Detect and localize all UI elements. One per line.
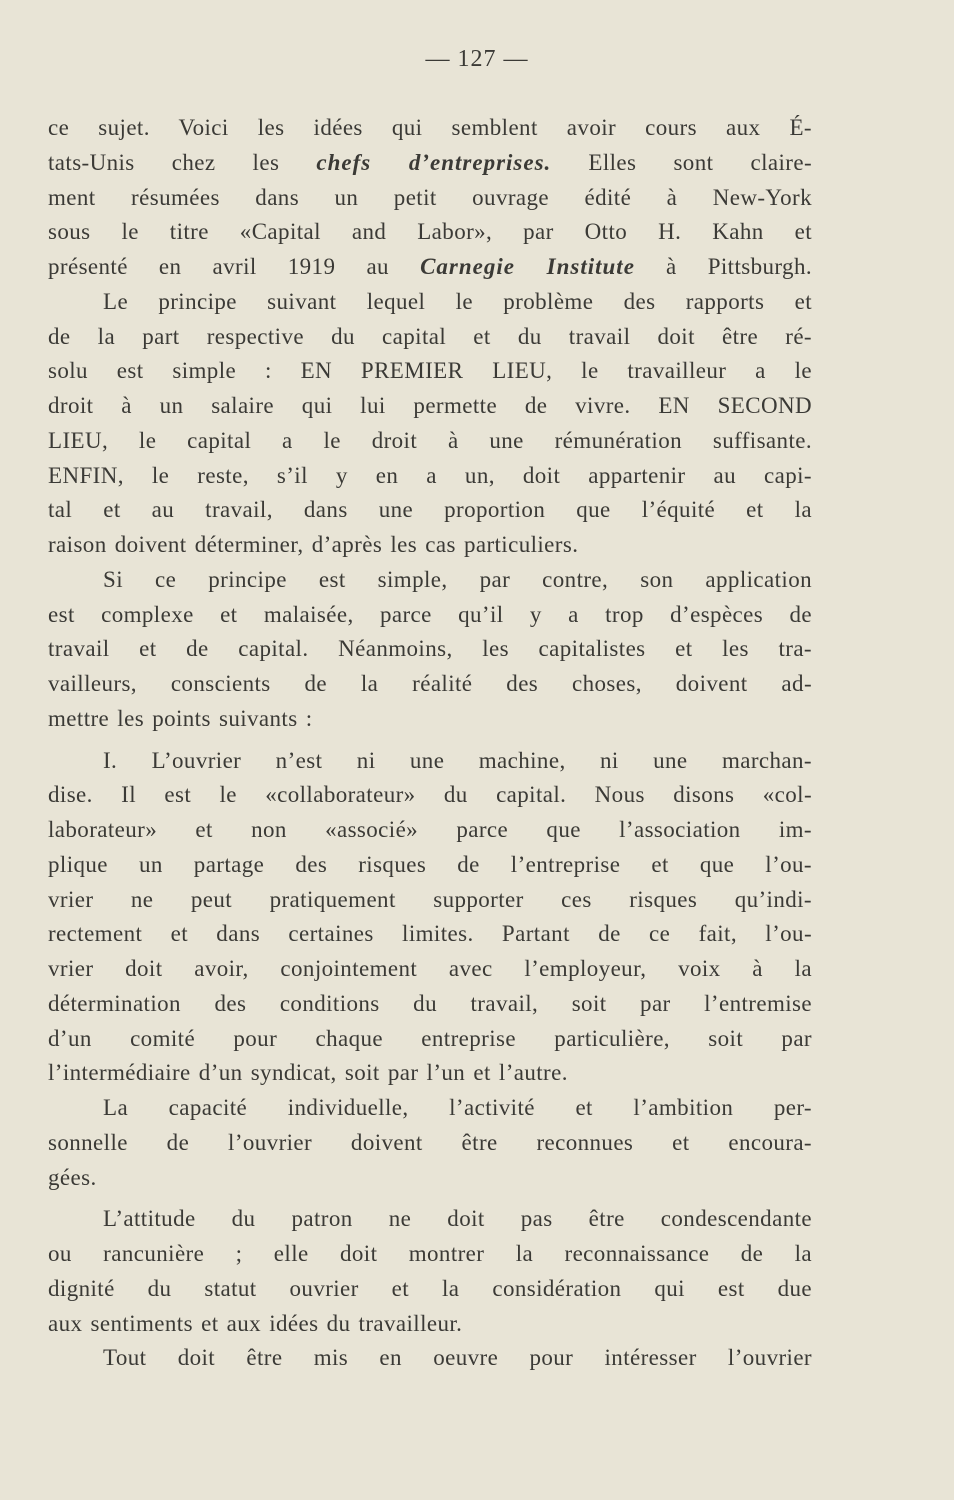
- text-segment: rectement et dans certaines limites. Partant de ce fait, l’ou-: [48, 921, 812, 947]
- text-line: [48, 704, 812, 734]
- text-segment: ENFIN, le reste, s’il y en a un, doit appartenir au capi-: [48, 462, 812, 488]
- text-line: [48, 391, 812, 421]
- text-line: [48, 634, 812, 664]
- text-line: [48, 850, 812, 880]
- text-line: [103, 287, 812, 317]
- text-segment: dise. Il est le «collaborateur» du capital. Nous disons «col-: [48, 782, 812, 808]
- text-line: [48, 183, 812, 213]
- text-line: [48, 356, 812, 386]
- text-line: [48, 1274, 812, 1304]
- italic-title: chefs d’entreprises.: [316, 149, 552, 175]
- text-segment: sous le titre «Capital and Labor», par Otto H. Kahn et: [48, 219, 812, 245]
- text-segment: d’un comité pour chaque entreprise particulière, soit par: [48, 1025, 812, 1051]
- text-segment: Elles sont claire-: [551, 149, 812, 175]
- text-line: [48, 1058, 812, 1088]
- text-segment: raison doivent déterminer, d’après les cas particuliers.: [48, 532, 579, 557]
- text-segment: I. L’ouvrier n’est ni une machine, ni une marchan-: [103, 747, 812, 773]
- text-line: [48, 113, 812, 143]
- text-line: [48, 426, 812, 456]
- text-line: [103, 1204, 812, 1234]
- text-segment: La capacité individuelle, l’activité et l’ambition per-: [103, 1095, 812, 1120]
- text-line: [48, 252, 812, 282]
- text-line: [48, 1239, 812, 1269]
- text-line: [48, 1309, 812, 1339]
- text-segment: Le principe suivant lequel le problème des rapports et: [103, 288, 812, 314]
- text-line: [48, 1024, 812, 1054]
- text-segment: Si ce principe est simple, par contre, son application: [103, 566, 812, 592]
- text-line: [48, 217, 812, 247]
- text-segment: est complexe et malaisée, parce qu’il y a trop d’espèces de: [48, 601, 812, 627]
- page-number: — 127 —: [425, 46, 529, 72]
- text-segment: Tout doit être mis en oeuvre pour intéresser l’ouvrier: [103, 1345, 812, 1371]
- text-line: [48, 148, 812, 178]
- text-segment: l’intermédiaire d’un syndicat, soit par l’un et l’autre.: [48, 1060, 568, 1086]
- text-segment: présenté en avril 1919 au: [48, 254, 421, 279]
- text-segment: tal et au travail, dans une proportion que l’équité et la: [48, 497, 812, 523]
- text-segment: plique un partage des risques de l’entreprise et que l’ou-: [48, 851, 812, 877]
- text-segment: travail et de capital. Néanmoins, les capitalistes et les tra-: [48, 636, 812, 662]
- text-segment: droit à un salaire qui lui permette de vivre. EN SECOND: [48, 393, 812, 418]
- text-segment: de la part respective du capital et du travail doit être ré-: [48, 323, 812, 349]
- text-segment: sonnelle de l’ouvrier doivent être reconnues et encoura-: [48, 1129, 812, 1155]
- text-segment: tats-Unis chez les: [48, 149, 317, 175]
- text-line: [48, 530, 812, 560]
- text-line: [103, 1093, 812, 1123]
- text-line: [48, 322, 812, 352]
- text-line: [48, 600, 812, 630]
- text-line: [48, 1163, 812, 1193]
- text-segment: laborateur» et non «associé» parce que l’association im-: [48, 817, 812, 842]
- text-segment: solu est simple : EN PREMIER LIEU, le travailleur a le: [48, 358, 812, 384]
- text-segment: L’attitude du patron ne doit pas être condescendante: [103, 1206, 812, 1232]
- text-segment: à Pittsburgh.: [634, 254, 813, 279]
- text-segment: ce sujet. Voici les idées qui semblent avoir cours aux É-: [48, 115, 812, 140]
- text-line: [103, 565, 812, 595]
- text-segment: ment résumées dans un petit ouvrage édité à New-York: [48, 184, 812, 210]
- text-segment: vrier ne peut pratiquement supporter ces risques qu’indi-: [48, 886, 812, 912]
- text-segment: LIEU, le capital a le droit à une rémunération suffisante.: [48, 427, 812, 453]
- text-line: [48, 780, 812, 810]
- text-segment: gées.: [48, 1164, 97, 1190]
- text-line: [48, 989, 812, 1019]
- text-line: [103, 746, 812, 776]
- text-line: [48, 815, 812, 845]
- text-segment: aux sentiments et aux idées du travailleur.: [48, 1310, 463, 1336]
- text-line: [48, 669, 812, 699]
- text-line: [48, 885, 812, 915]
- text-segment: ou rancunière ; elle doit montrer la reconnaissance de la: [48, 1241, 812, 1266]
- text-segment: vailleurs, conscients de la réalité des choses, doivent ad-: [48, 671, 812, 696]
- text-line: [48, 1128, 812, 1158]
- text-line: [48, 919, 812, 949]
- italic-title: Carnegie Institute: [420, 254, 635, 279]
- text-line: [103, 1343, 812, 1373]
- text-segment: dignité du statut ouvrier et la considération qui est due: [48, 1275, 812, 1301]
- text-segment: mettre les points suivants :: [48, 705, 313, 731]
- text-line: [48, 495, 812, 525]
- text-line: [48, 954, 812, 984]
- text-segment: vrier doit avoir, conjointement avec l’employeur, voix à la: [48, 956, 812, 981]
- text-segment: détermination des conditions du travail, soit par l’entremise: [48, 990, 812, 1016]
- text-line: [48, 461, 812, 491]
